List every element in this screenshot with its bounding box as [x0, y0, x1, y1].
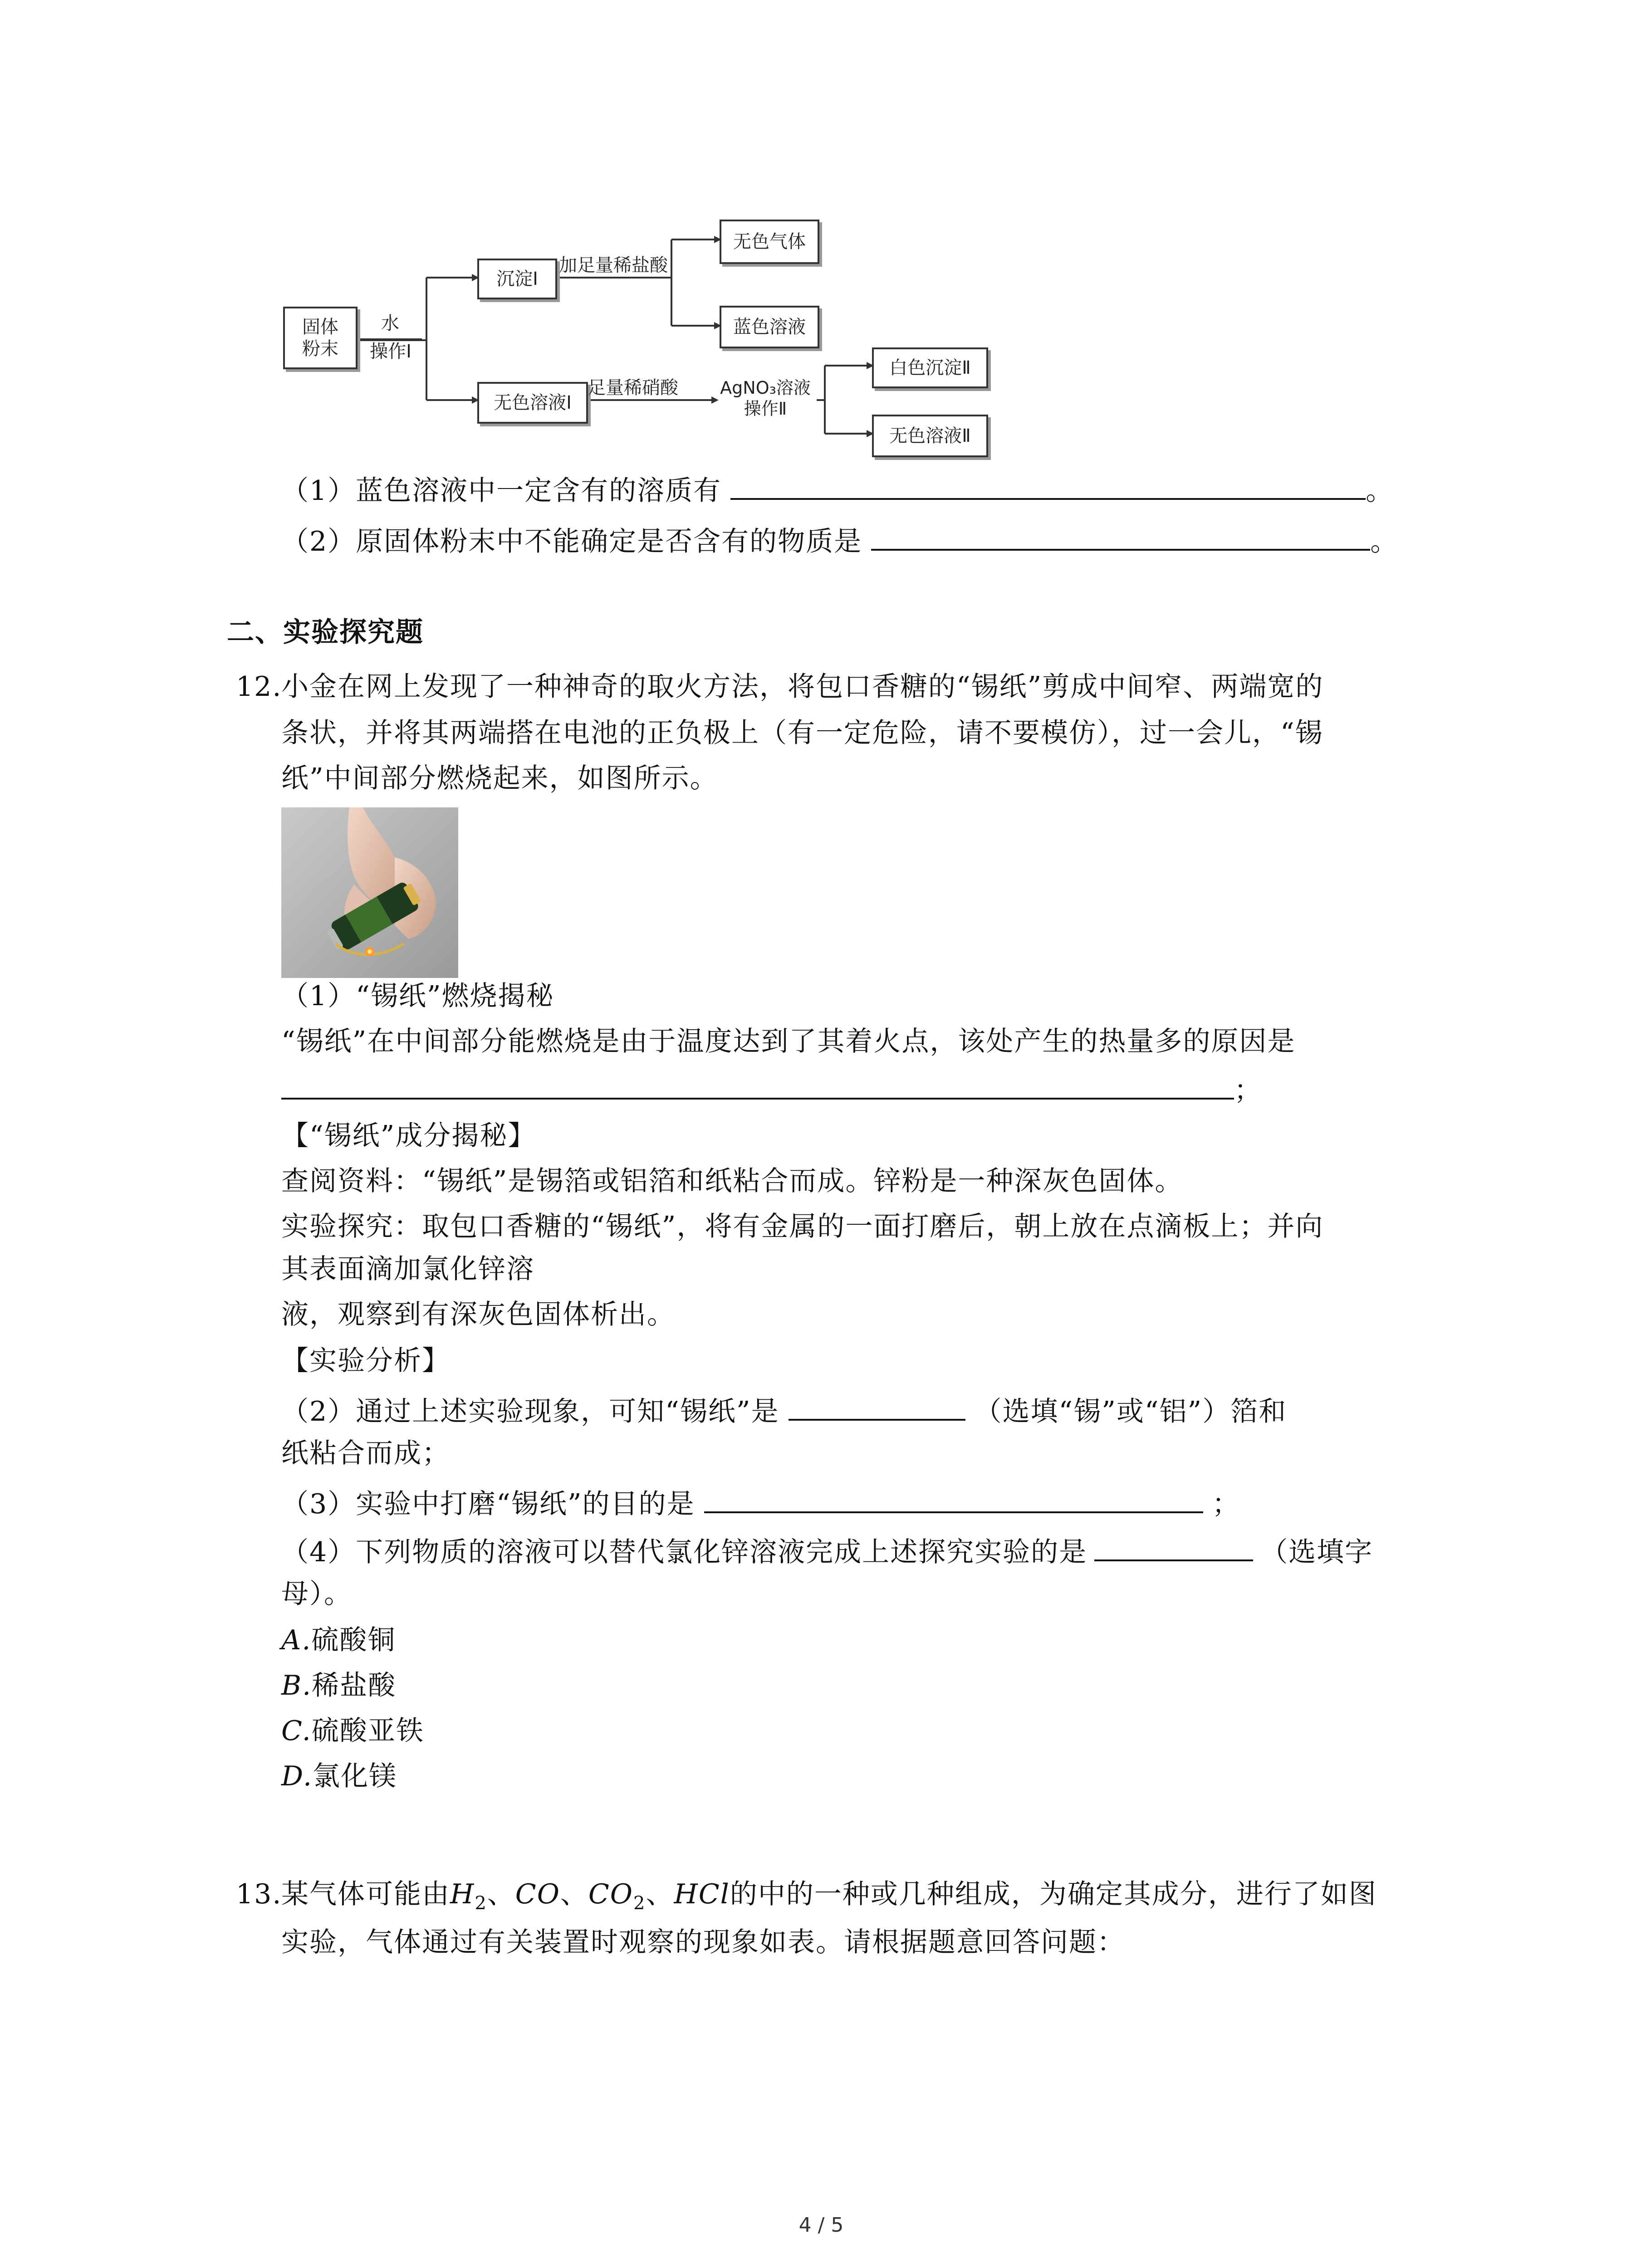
- option-c: [281, 1715, 424, 1747]
- add-hno3-label: 足量稀硝酸: [588, 377, 678, 398]
- option-b: [281, 1669, 396, 1702]
- q12-q4-line2: 母）。: [281, 1578, 352, 1610]
- blue-solution-box: 蓝色溶液: [720, 306, 819, 348]
- sep1: 、: [487, 1878, 515, 1910]
- q12-part1-title: （1）“锡纸”燃烧揭秘: [281, 980, 554, 1012]
- option-a: [281, 1624, 396, 1657]
- option-d-letter: D.: [281, 1760, 313, 1792]
- option-d: [281, 1760, 397, 1793]
- q12-number: 12.: [236, 671, 282, 703]
- operation1-label: 操作Ⅰ: [370, 341, 411, 362]
- q12-composition-title: 【“锡纸”成分揭秘】: [281, 1120, 536, 1152]
- option-d-text: 氯化镁: [313, 1760, 397, 1792]
- formula-h2: H: [450, 1878, 475, 1910]
- formula-h2-sub: 2: [475, 1893, 487, 1914]
- option-b-text: 稀盐酸: [312, 1670, 397, 1701]
- q11-sub1-end: 。: [1366, 475, 1394, 507]
- q13-number: 13.: [236, 1878, 282, 1910]
- q11-sub1: [281, 471, 1394, 507]
- q12-analysis-title: 【实验分析】: [281, 1345, 450, 1377]
- colorless-solution2-box: 无色溶液Ⅱ: [872, 415, 988, 457]
- q12-q2-text: （2）通过上述实验现象，可知“锡纸”是: [281, 1396, 779, 1427]
- q12-part1-blank[interactable]: [281, 1070, 1234, 1100]
- option-c-text: 硫酸亚铁: [311, 1715, 424, 1747]
- precipitate1-box: 沉淀Ⅰ: [477, 259, 557, 299]
- q11-sub2: [281, 522, 1398, 558]
- section-heading: 二、实验探究题: [227, 616, 424, 648]
- q12-intro-line3: 纸”中间部分燃烧起来，如图所示。: [281, 763, 718, 794]
- flowchart-connectors: [0, 0, 1641, 499]
- formula-hcl: HCl: [674, 1878, 730, 1910]
- battery-photo: [281, 807, 458, 978]
- formula-co: CO: [515, 1878, 560, 1910]
- agno3-label: AgNO₃溶液: [720, 378, 811, 398]
- solid-powder-box: 固体 粉末: [283, 307, 358, 369]
- q11-sub2-blank[interactable]: [871, 522, 1370, 551]
- operation2-label: 操作Ⅱ: [744, 399, 787, 419]
- q12-explore-line2: 其表面滴加氯化锌溶: [281, 1253, 534, 1285]
- q12-explore-line1: 实验探究：取包口香糖的“锡纸”，将有金属的一面打磨后，朝上放在点滴板上；并向: [281, 1211, 1324, 1242]
- q12-q3-blank[interactable]: [704, 1484, 1203, 1513]
- q13-line1-start: 某气体可能由: [281, 1878, 450, 1910]
- q11-sub1-text: （1）蓝色溶液中一定含有的溶质有: [281, 475, 722, 507]
- q11-sub2-text: （2）原固体粉末中不能确定是否含有的物质是: [281, 526, 862, 557]
- q12-explore-line3: 液，观察到有深灰色固体析出。: [281, 1299, 675, 1330]
- option-c-letter: C.: [281, 1715, 312, 1747]
- q12-info: 查阅资料：“锡纸”是锡箔或铝箔和纸粘合而成。锌粉是一种深灰色固体。: [281, 1165, 1183, 1197]
- q12-q2-hint: （选填“锡”或“铝”）箔和: [974, 1396, 1287, 1427]
- sep2: 、: [560, 1878, 588, 1910]
- water-label: 水: [381, 313, 399, 334]
- q12-q4-hint: （选填字: [1260, 1536, 1373, 1568]
- page-number: 4 / 5: [798, 2214, 844, 2237]
- q12-part1-text: “锡纸”在中间部分能燃烧是由于温度达到了其着火点，该处产生的热量多的原因是: [281, 1026, 1296, 1057]
- formula-co2-sub: 2: [633, 1893, 646, 1914]
- q12-part1-end: ；: [1234, 1075, 1262, 1106]
- q13-line1-end: 的中的一种或几种组成，为确定其成分，进行了如图: [730, 1878, 1377, 1910]
- q12-q4-text: （4）下列物质的溶液可以替代氯化锌溶液完成上述探究实验的是: [281, 1536, 1087, 1568]
- option-a-text: 硫酸铜: [311, 1624, 396, 1656]
- q13-line2: 实验，气体通过有关装置时观察的现象如表。请根据题意回答问题：: [281, 1926, 1125, 1958]
- q12-part1-answer: [281, 1070, 1262, 1107]
- option-a-letter: A.: [281, 1624, 312, 1656]
- q12-q2-line1: [281, 1392, 1287, 1428]
- q12-q2-blank[interactable]: [789, 1392, 965, 1421]
- add-hcl-label: 加足量稀盐酸: [559, 255, 668, 276]
- colorless-gas-box: 无色气体: [720, 220, 819, 264]
- option-b-letter: B.: [281, 1670, 312, 1701]
- q12-q3-text: （3）实验中打磨“锡纸”的目的是: [281, 1488, 695, 1520]
- q11-sub2-end: 。: [1370, 526, 1399, 557]
- colorless-solution1-box: 无色溶液Ⅰ: [477, 382, 588, 424]
- q12-q4-line1: [281, 1532, 1373, 1569]
- q12-q4-blank[interactable]: [1094, 1532, 1253, 1561]
- q12-intro-line2: 条状，并将其两端搭在电池的正负极上（有一定危险，请不要模仿），过一会儿，“锡: [281, 717, 1323, 749]
- q12-q3-end: ；: [1212, 1488, 1240, 1520]
- q12-q2-line2: 纸粘合而成；: [281, 1437, 450, 1469]
- q12-q3: [281, 1484, 1240, 1520]
- q13-line1: [281, 1878, 1377, 1920]
- sep3: 、: [646, 1878, 674, 1910]
- q12-intro-line1: 小金在网上发现了一种神奇的取火方法，将包口香糖的“锡纸”剪成中间窄、两端宽的: [281, 671, 1324, 703]
- white-precipitate2-box: 白色沉淀Ⅱ: [872, 347, 988, 388]
- q11-sub1-blank[interactable]: [730, 471, 1366, 500]
- formula-co2: CO: [588, 1878, 633, 1910]
